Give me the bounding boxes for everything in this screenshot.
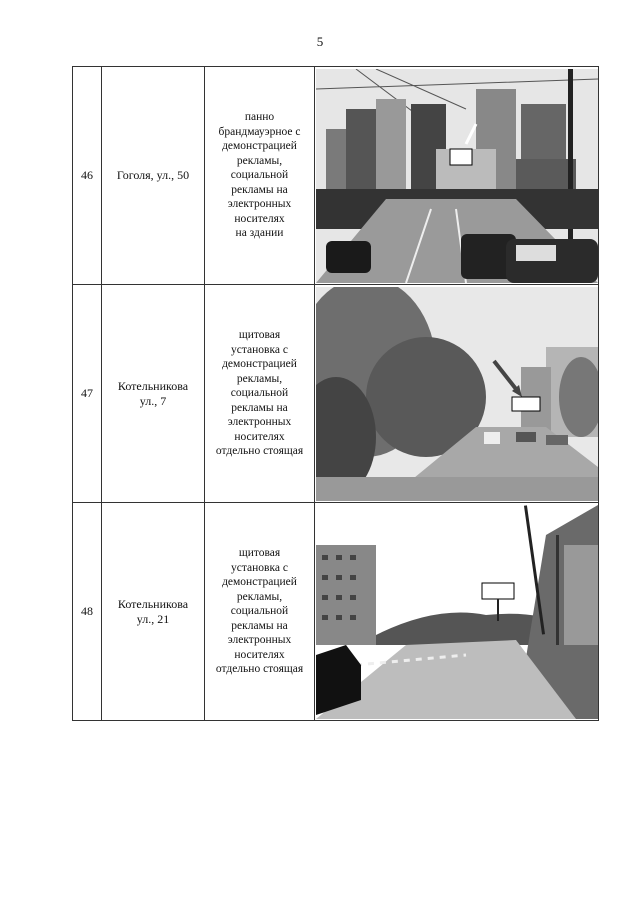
street-photo-buildings (316, 69, 598, 283)
address-line: ул., 7 (139, 393, 167, 408)
description-cell (205, 285, 315, 503)
description-cell (205, 67, 315, 285)
description-line: носителях (234, 212, 285, 225)
description-line: брандмауэрное с (218, 125, 301, 138)
description-line: носителях (234, 430, 285, 443)
photo-cell (315, 285, 599, 503)
address-line: Котельникова (117, 378, 189, 393)
row-number: 47 (73, 285, 102, 503)
description-line: рекламы, (236, 154, 283, 167)
description-line: рекламы, (236, 590, 283, 603)
description-line: социальной (230, 387, 289, 400)
address-line: Котельникова (117, 596, 189, 611)
description-line: социальной (230, 605, 289, 618)
street-photo-road (316, 505, 598, 719)
address-line: Гоголя, ул., 50 (116, 168, 190, 182)
table-row (73, 67, 599, 285)
address-line: ул., 21 (136, 611, 170, 626)
table-row (73, 503, 599, 721)
address-cell (102, 285, 205, 503)
description-line: установка с (231, 343, 288, 356)
description-line: щитовая (238, 329, 281, 342)
description-line: демонстрацией (222, 576, 297, 589)
description-line: рекламы, (236, 372, 283, 385)
address-cell (102, 503, 205, 721)
description-line: электронных (227, 416, 292, 429)
description-line: щитовая (238, 547, 281, 560)
description-line: на здании (235, 227, 284, 240)
description-line: демонстрацией (222, 358, 297, 371)
row-number: 46 (73, 67, 102, 285)
description-line: электронных (227, 198, 292, 211)
table-row (73, 285, 599, 503)
photo-cell (315, 67, 599, 285)
description-line: рекламы на (231, 401, 288, 414)
row-number: 48 (73, 503, 102, 721)
street-photo-trees (316, 287, 598, 501)
page-number: 5 (316, 34, 324, 49)
billboard-table (72, 66, 599, 721)
description-line: установка с (231, 561, 288, 574)
description-cell (205, 503, 315, 721)
description-line: носителях (234, 648, 285, 661)
description-line: отдельно стоящая (215, 663, 304, 676)
description-line: электронных (227, 634, 292, 647)
description-line: рекламы на (231, 619, 288, 632)
description-line: панно (244, 111, 275, 124)
description-line: отдельно стоящая (215, 445, 304, 458)
address-cell (102, 67, 205, 285)
description-line: социальной (230, 169, 289, 182)
photo-cell (315, 503, 599, 721)
description-line: рекламы на (231, 183, 288, 196)
description-line: демонстрацией (222, 140, 297, 153)
